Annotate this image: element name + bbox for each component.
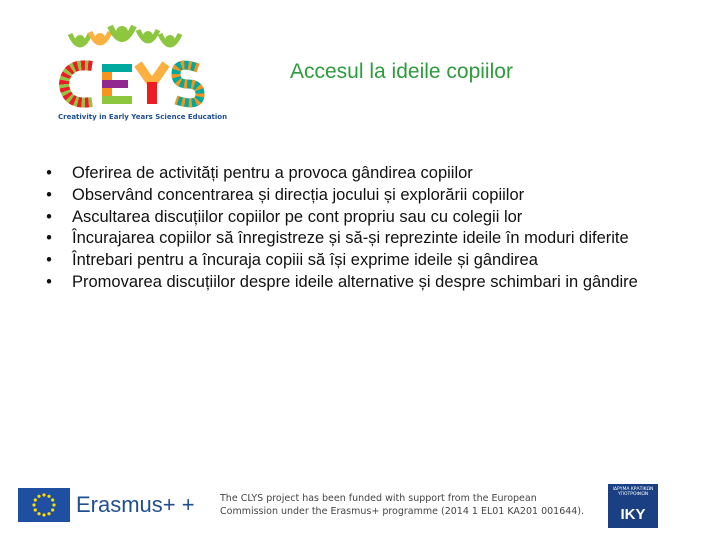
children-figures-icon bbox=[70, 26, 180, 45]
bullet-dot-icon: • bbox=[46, 207, 52, 226]
funding-line-2: Commission under the Erasmus+ programme (2014 1 EL01 KA201 001644). bbox=[220, 506, 585, 517]
iky-logo bbox=[608, 484, 658, 528]
funding-line-1: The CLYS project has been funded with support from the European bbox=[220, 493, 537, 504]
bullet-dot-icon: • bbox=[46, 164, 52, 182]
slide-title: Accesul la ideile copiilor bbox=[290, 60, 513, 83]
bullet-list bbox=[42, 163, 692, 294]
iky-small-text: ΙΔΡΥΜΑ ΚΡΑΤΙΚΩΝ ΥΠΟΤΡΟΦΙΩΝ bbox=[612, 487, 654, 497]
bullet-item bbox=[42, 207, 692, 229]
bullet-text: Întrebari pentru a încuraja copiii să își exprime ideile și gândirea bbox=[72, 251, 538, 270]
erasmus-label: Erasmus+ + bbox=[76, 492, 195, 517]
eu-flag-icon bbox=[18, 488, 70, 522]
bullet-item bbox=[42, 272, 692, 294]
bullet-text: Observând concentrarea și direcția jocului și explorării copiilor bbox=[72, 185, 525, 204]
bullet-dot-icon: • bbox=[46, 229, 52, 248]
bullet-text: Încurajarea copiilor să înregistreze și să-și reprezinte ideile în moduri diferite bbox=[72, 229, 629, 248]
bullet-text: Oferirea de activități pentru a provoca gândirea copiilor bbox=[72, 164, 473, 182]
funding-notice bbox=[220, 492, 590, 518]
ceys-logo bbox=[52, 22, 212, 122]
ceys-logo-graphic bbox=[52, 22, 212, 122]
bullet-item bbox=[42, 250, 692, 272]
bullet-text: Ascultarea discuțiilor copiilor pe cont propriu sau cu colegii lor bbox=[72, 207, 523, 226]
logo-caption: Creativity in Early Years Science Education bbox=[58, 113, 228, 121]
bullet-item bbox=[42, 163, 692, 185]
bullet-item bbox=[42, 228, 692, 250]
bullet-text: Promovarea discuțiilor despre ideile alternative și despre schimbari in gândire bbox=[72, 272, 638, 291]
bullet-item bbox=[42, 185, 692, 207]
iky-label: IKY bbox=[620, 506, 646, 523]
bullet-dot-icon: • bbox=[46, 185, 52, 204]
bullet-dot-icon: • bbox=[46, 272, 52, 291]
bullet-dot-icon: • bbox=[46, 251, 52, 270]
ceys-wordmark-icon bbox=[64, 64, 200, 104]
